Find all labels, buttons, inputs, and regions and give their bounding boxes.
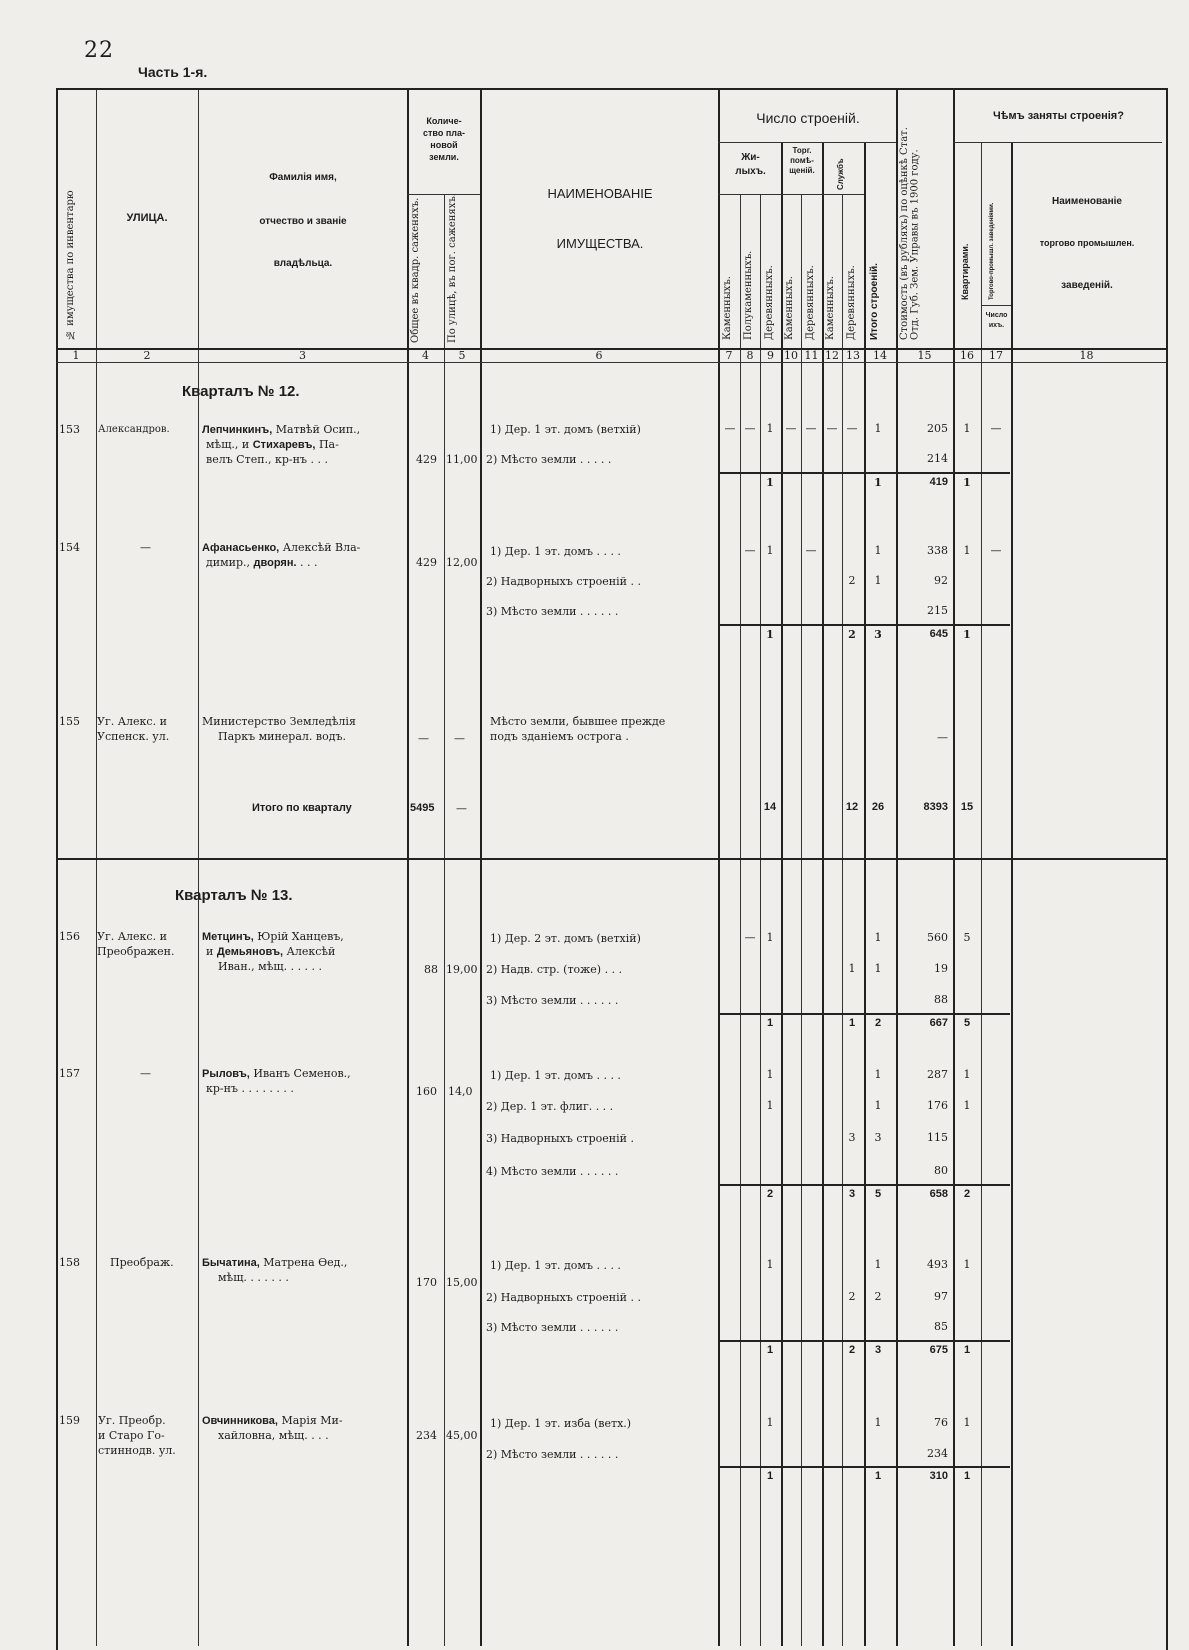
owner-line1: Лепчинкинъ, Матвѣй Осип., (202, 423, 361, 436)
row-divider (953, 142, 1162, 143)
cell: 1 (963, 422, 971, 435)
cell: 5 (963, 931, 971, 944)
cell: 1 (766, 628, 774, 641)
land-frontage: 12,00 (446, 556, 478, 569)
cell: 1 (874, 544, 882, 557)
street-line2: Успенск. ул. (97, 730, 170, 743)
col-divider (198, 90, 199, 1646)
value: 493 (927, 1258, 948, 1271)
land-header-line2: ство пла- (423, 128, 465, 138)
cell: 1 (874, 931, 882, 944)
value: 76 (934, 1416, 948, 1429)
colnum: 8 (746, 349, 754, 362)
entry-number: 159 (59, 1414, 80, 1427)
col15-header: Стоимость (въ рубляхъ) по оцѣнкѣ Стат. Отд. Губ. Зем. Управы въ 1900 году. (899, 127, 921, 340)
item: 2) Надворныхъ строеній . . (486, 575, 641, 588)
value: 215 (927, 604, 948, 617)
subtotal-value: 645 (929, 628, 948, 640)
cell: — (990, 544, 1002, 557)
item: 4) Мѣсто земли . . . . . . (486, 1165, 619, 1178)
col-divider (740, 195, 741, 1646)
colnum: 14 (873, 349, 887, 362)
item: 1) Дер. 2 эт. домъ (ветхій) (490, 932, 641, 945)
cell: 1 (963, 1344, 971, 1356)
item-line1: Мѣсто земли, бывшее прежде (490, 715, 666, 728)
owner-line3: Иван., мѣщ. . . . . . (218, 960, 323, 973)
land-area: 88 (424, 963, 438, 976)
cell: 1 (874, 962, 882, 975)
cell: 1 (848, 962, 856, 975)
col4-header: Общее въ квадр. саженяхъ. (410, 197, 421, 343)
item: 3) Надворныхъ строеній . (486, 1132, 634, 1145)
value: 88 (934, 993, 948, 1006)
col2-header: УЛИЦА. (126, 212, 168, 224)
land-area: 234 (416, 1429, 437, 1442)
cell: — (724, 422, 736, 435)
cell: 1 (874, 574, 882, 587)
entry-number: 155 (59, 715, 80, 728)
colnum: 11 (804, 349, 819, 362)
col13-header: Деревянныхъ. (846, 265, 857, 340)
entry-number: 158 (59, 1256, 80, 1269)
col18-header-line3: заведеній. (1061, 280, 1113, 291)
col9-header: Деревянныхъ. (764, 265, 775, 340)
subtotal-rule (718, 1013, 1010, 1015)
land-area: 429 (416, 556, 437, 569)
item: 3) Мѣсто земли . . . . . . (486, 605, 619, 618)
land-area: 429 (416, 453, 437, 466)
total-c14: 26 (871, 801, 885, 813)
residential-header-line2: лыхъ. (735, 166, 766, 177)
land-frontage: 45,00 (446, 1429, 478, 1442)
value: — (937, 731, 948, 744)
cell: 1 (766, 931, 774, 944)
col-divider (842, 195, 843, 1646)
total-c16: 15 (960, 801, 974, 813)
subtotal-value: 658 (929, 1188, 948, 1200)
colnum: 2 (143, 349, 151, 362)
cell: 2 (848, 628, 856, 641)
cell: 1 (963, 1099, 971, 1112)
colnum: 9 (767, 349, 774, 362)
colnum: 18 (1079, 349, 1094, 362)
trade-header-line1: Торг. (792, 146, 812, 155)
item: 2) Мѣсто земли . . . . . (486, 453, 612, 466)
cell: 2 (848, 574, 856, 587)
col-divider (896, 90, 898, 1646)
colnum: 1 (72, 349, 80, 362)
owner-line1: Овчинникова, Марія Ми- (202, 1414, 343, 1427)
colnum-rule (56, 362, 1166, 363)
item: 1) Дер. 1 эт. домъ . . . . (490, 1259, 621, 1272)
colnum: 7 (725, 349, 733, 362)
col3-header-line1: Фамилія имя, (269, 172, 337, 183)
cell: — (744, 422, 756, 435)
col18-header-line1: Наименованіе (1052, 196, 1122, 207)
cell: 3 (874, 628, 882, 641)
value: 176 (927, 1099, 948, 1112)
colnum: 3 (299, 349, 306, 362)
cell: 1 (874, 476, 882, 489)
num-buildings-header: Число строеній. (756, 110, 860, 126)
cell: 2 (963, 1188, 971, 1200)
street: — (140, 541, 151, 554)
col-divider (407, 90, 409, 1646)
cell: — (805, 544, 817, 557)
cell: 1 (874, 1258, 882, 1271)
street-line2: и Старо Го- (98, 1429, 165, 1442)
col-divider (1011, 142, 1013, 1646)
col-divider (718, 90, 720, 1646)
owner-line2: и Демьяновъ, Алексѣй (206, 945, 336, 958)
cell: 1 (766, 1258, 774, 1271)
cell: — (785, 422, 797, 435)
colnum: 4 (422, 349, 429, 362)
total-c9: 14 (763, 801, 777, 813)
value: 92 (934, 574, 948, 587)
total-label: Итого по кварталу (252, 802, 352, 814)
col-divider (480, 90, 482, 1646)
street-line1: Уг. Преобр. (98, 1414, 166, 1427)
owner-line1: Бычатина, Матрена Ѳед., (202, 1256, 348, 1269)
item: 2) Надв. стр. (тоже) . . . (486, 963, 623, 976)
value: 85 (934, 1320, 948, 1333)
total-c15: 8393 (923, 801, 948, 813)
cell: 3 (874, 1131, 882, 1144)
quarter-heading: Кварталъ № 13. (175, 887, 293, 904)
land-area: 170 (416, 1276, 437, 1289)
col-divider (801, 195, 802, 1646)
colnum: 10 (784, 349, 798, 362)
col17-sub-line1: Число (985, 312, 1008, 319)
value: 560 (927, 931, 948, 944)
item: 2) Дер. 1 эт. флиг. . . . (486, 1100, 614, 1113)
total-c13: 12 (845, 801, 859, 813)
land-frontage: 14,0 (448, 1085, 473, 1098)
land-area: — (418, 732, 429, 745)
row-divider (718, 142, 896, 143)
cell: 1 (848, 1017, 856, 1029)
col1-header: № имущества по инвентарю (65, 190, 76, 340)
land-frontage: 19,00 (446, 963, 478, 976)
cell: 2 (766, 1188, 774, 1200)
cell: 1 (874, 1068, 882, 1081)
part-label: Часть 1-я. (138, 64, 208, 80)
col10-header: Каменныхъ. (784, 276, 795, 340)
col-divider (822, 142, 824, 1646)
col-divider (981, 142, 982, 1646)
value: 80 (934, 1164, 948, 1177)
owner-line2: кр-нъ . . . . . . . . (206, 1082, 294, 1095)
item: 1) Дер. 1 эт. изба (ветх.) (490, 1417, 632, 1430)
street-line2: Преображен. (97, 945, 175, 958)
col-divider (953, 90, 955, 1646)
cell: — (990, 422, 1002, 435)
cell: 3 (848, 1131, 856, 1144)
item: 1) Дер. 1 эт. домъ (ветхій) (490, 423, 641, 436)
trade-header-line2: помѣ- (790, 156, 814, 165)
trade-header-line3: щеній. (789, 166, 815, 175)
land-area: 160 (416, 1085, 437, 1098)
value: 338 (927, 544, 948, 557)
subtotal-value: 675 (929, 1344, 948, 1356)
col12-header: Каменныхъ. (825, 276, 836, 340)
col14-header: Итого строеній. (869, 263, 880, 340)
cell: — (846, 422, 858, 435)
row-divider (407, 194, 480, 195)
cell: — (826, 422, 838, 435)
land-frontage: 11,00 (446, 453, 478, 466)
item: 1) Дер. 1 эт. домъ . . . . (490, 1069, 621, 1082)
occupied-header: Чѣмъ заняты строенія? (993, 110, 1124, 122)
cell: 1 (874, 422, 882, 435)
entry-number: 154 (59, 541, 80, 554)
residential-header-line1: Жи- (741, 152, 760, 163)
col6-header-line2: ИМУЩЕСТВА. (556, 236, 644, 251)
colnum: 6 (595, 349, 603, 362)
street: Преображ. (110, 1256, 174, 1269)
entry-number: 157 (59, 1067, 80, 1080)
owner-line2: мѣщ., и Стихаревъ, Па- (206, 438, 339, 451)
value: 19 (934, 962, 948, 975)
colnum: 12 (825, 349, 839, 362)
col7-header: Каменныхъ. (722, 276, 733, 340)
owner-line3: велъ Степ., кр-нъ . . . (206, 453, 328, 466)
value: 287 (927, 1068, 948, 1081)
cell: — (805, 422, 817, 435)
item: 3) Мѣсто земли . . . . . . (486, 994, 619, 1007)
cell: 1 (766, 1344, 774, 1356)
col8-header: Полукаменныхъ. (743, 250, 754, 340)
value: 214 (927, 452, 948, 465)
cell: 1 (874, 1416, 882, 1429)
entry-number: 153 (59, 423, 80, 436)
colnum: 5 (458, 349, 466, 362)
cell: 2 (848, 1344, 856, 1356)
cell: 1 (766, 1017, 774, 1029)
cell: 1 (766, 422, 774, 435)
subtotal-rule (718, 472, 1010, 474)
owner-line1: Рыловъ, Иванъ Семенов., (202, 1067, 351, 1080)
land-frontage: — (454, 732, 465, 745)
value: 97 (934, 1290, 948, 1303)
cell: 1 (963, 628, 971, 641)
land-header-line3: новой (430, 140, 458, 150)
col16-header: Квартирами. (960, 243, 970, 300)
cell: 2 (874, 1017, 882, 1029)
col3-header-line3: владѣльца. (273, 258, 333, 269)
col11-header: Деревянныхъ. (805, 265, 816, 340)
value: 234 (927, 1447, 948, 1460)
subtotal-rule (718, 1466, 1010, 1468)
street-line1: Уг. Алекс. и (97, 715, 167, 728)
item: 1) Дер. 1 эт. домъ . . . . (490, 545, 621, 558)
land-header-line1: Количе- (426, 116, 462, 126)
cell: 1 (963, 1068, 971, 1081)
item-line2: подъ зданіемъ острога . (490, 730, 629, 743)
land-header-line4: земли. (429, 152, 459, 162)
entry-number: 156 (59, 930, 80, 943)
cell: 1 (874, 1470, 882, 1482)
col5-header: По улицѣ, въ пог. саженяхъ. (447, 193, 458, 343)
item: 3) Мѣсто земли . . . . . . (486, 1321, 619, 1334)
cell: 2 (874, 1290, 882, 1303)
col17-header: Торгово-промышл. заведеніями. (989, 202, 995, 300)
value: 115 (927, 1131, 948, 1144)
subtotal-value: 310 (929, 1470, 948, 1482)
colnum: 15 (917, 349, 932, 362)
quarter-heading: Кварталъ № 12. (182, 383, 300, 400)
cell: 2 (848, 1290, 856, 1303)
cell: 1 (963, 1416, 971, 1429)
street: Александров. (98, 424, 170, 435)
cell: — (744, 544, 756, 557)
subtotal-rule (718, 1340, 1010, 1342)
col6-header-line1: НАИМЕНОВАНIЕ (547, 186, 653, 201)
owner-line2: Паркъ минерал. водъ. (218, 730, 346, 743)
cell: 3 (874, 1344, 882, 1356)
owner-line2: хайловна, мѣщ. . . . (218, 1429, 329, 1442)
row-divider (718, 194, 864, 195)
cell: 1 (766, 1416, 774, 1429)
total-frontage: — (456, 802, 467, 815)
cell: 1 (766, 1099, 774, 1112)
owner-line2: димир., дворян. . . . (206, 556, 318, 569)
row-divider (981, 305, 1011, 306)
colnum: 16 (960, 349, 974, 362)
cell: 5 (874, 1188, 882, 1200)
cell: 5 (963, 1017, 971, 1029)
street-line1: Уг. Алекс. и (97, 930, 167, 943)
service-header: Службъ (836, 158, 845, 190)
land-frontage: 15,00 (446, 1276, 478, 1289)
item: 2) Надворныхъ строеній . . (486, 1291, 641, 1304)
cell: 1 (963, 544, 971, 557)
subtotal-value: 667 (929, 1017, 948, 1029)
owner-line2: мѣщ. . . . . . . (218, 1271, 289, 1284)
subtotal-rule (718, 1184, 1010, 1186)
col17-sub-line2: ихъ. (988, 322, 1005, 329)
cell: 1 (766, 476, 774, 489)
col-divider (781, 142, 783, 1646)
owner-line1: Афанасьенко, Алексѣй Вла- (202, 541, 361, 554)
item: 2) Мѣсто земли . . . . . . (486, 1448, 619, 1461)
value: 205 (927, 422, 948, 435)
owner-line1: Метцинъ, Юрій Ханцевъ, (202, 930, 344, 943)
colnum: 13 (846, 349, 860, 362)
quarter-separator (56, 858, 1166, 860)
col18-header-line2: торгово промышлен. (1039, 238, 1135, 248)
total-area: 5495 (410, 802, 435, 814)
cell: 3 (848, 1188, 856, 1200)
cell: 1 (766, 544, 774, 557)
cell: 1 (963, 476, 971, 489)
cell: 1 (963, 1470, 971, 1482)
col-divider (444, 195, 445, 1646)
owner-line1: Министерство Земледѣлія (202, 715, 356, 728)
cell: — (744, 931, 756, 944)
cell: 1 (874, 1099, 882, 1112)
cell: 1 (766, 1470, 774, 1482)
cell: 1 (766, 1068, 774, 1081)
col-divider (864, 142, 866, 1646)
page-number: 22 (84, 38, 114, 63)
street: — (140, 1067, 151, 1080)
subtotal-value: 419 (929, 476, 948, 488)
col-divider (96, 90, 97, 1646)
colnum: 17 (989, 349, 1003, 362)
cell: 1 (963, 1258, 971, 1271)
col3-header-line2: отчество и званіе (259, 216, 347, 227)
subtotal-rule (718, 624, 1010, 626)
street-line3: стиннодв. ул. (98, 1444, 176, 1457)
